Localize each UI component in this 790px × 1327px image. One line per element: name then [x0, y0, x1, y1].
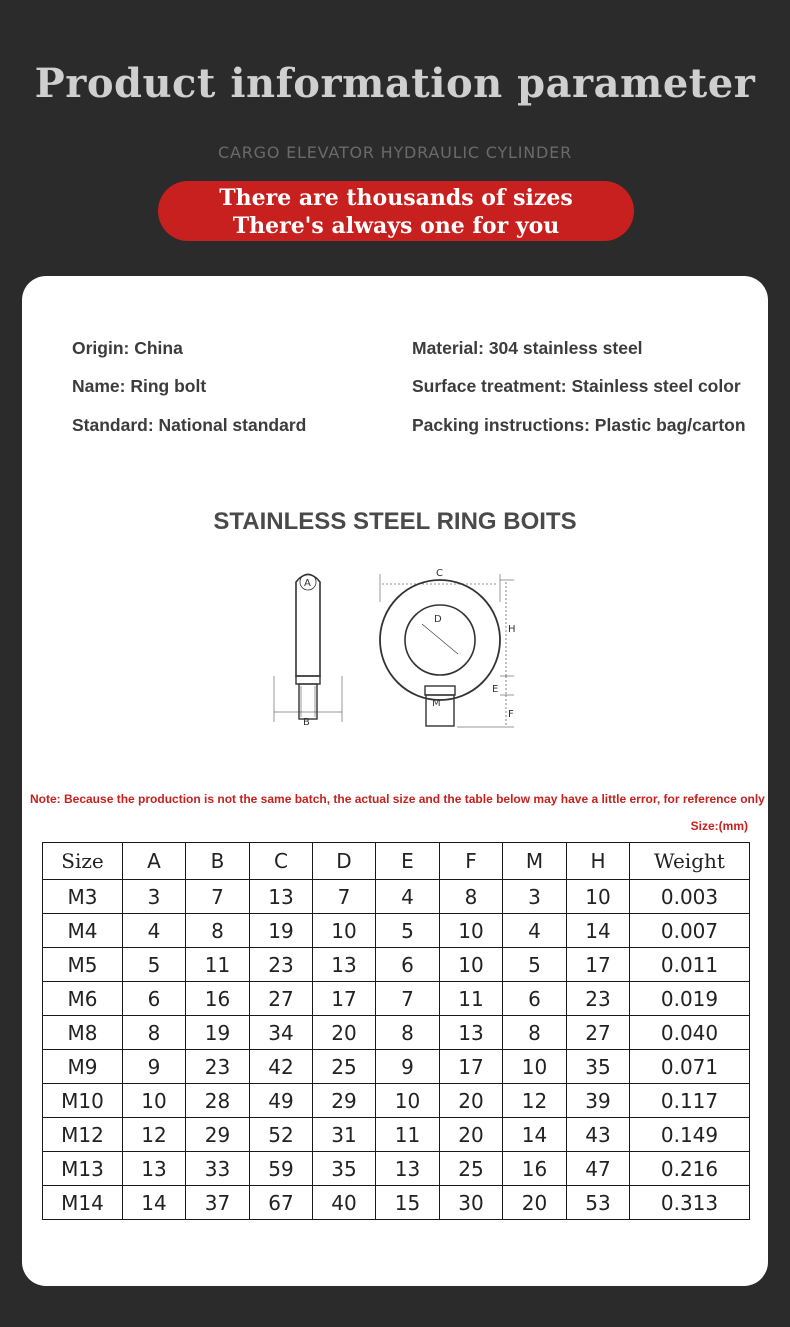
table-cell: 29 — [313, 1084, 376, 1118]
table-cell: 23 — [186, 1050, 250, 1084]
table-cell: 67 — [250, 1186, 313, 1220]
table-cell: 17 — [440, 1050, 503, 1084]
label-c: C — [436, 568, 443, 579]
disclaimer-note: Note: Because the production is not the same batch, the actual size and the table below may have a little error, for reference only — [30, 792, 765, 806]
diagram-title: STAINLESS STEEL RING BOITS — [213, 508, 577, 535]
table-cell: 33 — [186, 1152, 250, 1186]
table-cell: 14 — [503, 1118, 567, 1152]
table-cell: 7 — [376, 982, 440, 1016]
table-cell: 39 — [567, 1084, 630, 1118]
header-a: A — [123, 843, 186, 880]
table-cell: 10 — [313, 914, 376, 948]
table-cell: 20 — [313, 1016, 376, 1050]
table-cell: 12 — [123, 1118, 186, 1152]
side-view — [274, 574, 342, 728]
table-cell: 14 — [123, 1186, 186, 1220]
header-size: Size — [43, 843, 123, 880]
table-cell: 13 — [250, 880, 313, 914]
table-cell: M5 — [43, 948, 123, 982]
table-cell: 20 — [440, 1118, 503, 1152]
front-view — [380, 568, 516, 727]
table-cell: 8 — [186, 914, 250, 948]
info-name: Name: Ring bolt — [72, 376, 207, 396]
table-cell: 7 — [186, 880, 250, 914]
table-cell: 0.011 — [630, 948, 750, 982]
table-row — [43, 1186, 750, 1220]
table-cell: 10 — [123, 1084, 186, 1118]
page-title: Product information parameter — [34, 60, 756, 107]
table-row — [43, 948, 750, 982]
info-standard: Standard: National standard — [72, 415, 307, 435]
table-cell: 5 — [123, 948, 186, 982]
table-cell: 0.019 — [630, 982, 750, 1016]
header-b: B — [186, 843, 250, 880]
table-row — [43, 880, 750, 914]
table-cell: 11 — [440, 982, 503, 1016]
table-cell: 8 — [123, 1016, 186, 1050]
ring-bolt-diagram — [262, 562, 532, 752]
table-cell: 17 — [313, 982, 376, 1016]
header-m: M — [503, 843, 567, 880]
table-cell: 7 — [313, 880, 376, 914]
table-cell: 5 — [376, 914, 440, 948]
table-cell: M8 — [43, 1016, 123, 1050]
table-row — [43, 1016, 750, 1050]
table-cell: 4 — [123, 914, 186, 948]
table-cell: M6 — [43, 982, 123, 1016]
table-cell: 47 — [567, 1152, 630, 1186]
table-cell: M4 — [43, 914, 123, 948]
promo-banner — [158, 181, 634, 241]
header-d: D — [313, 843, 376, 880]
table-cell: 30 — [440, 1186, 503, 1220]
table-cell: 28 — [186, 1084, 250, 1118]
label-e: E — [492, 684, 499, 695]
info-packing: Packing instructions: Plastic bag/carton — [412, 415, 746, 435]
table-cell: 29 — [186, 1118, 250, 1152]
table-cell: 43 — [567, 1118, 630, 1152]
table-cell: 12 — [503, 1084, 567, 1118]
table-cell: 10 — [440, 948, 503, 982]
table-cell: 16 — [503, 1152, 567, 1186]
table-cell: 35 — [567, 1050, 630, 1084]
table-row — [43, 914, 750, 948]
header-c: C — [250, 843, 313, 880]
table-cell: 6 — [376, 948, 440, 982]
table-cell: M12 — [43, 1118, 123, 1152]
banner-line-1: There are thousands of sizes — [219, 185, 573, 211]
table-cell: 0.117 — [630, 1084, 750, 1118]
table-cell: 13 — [376, 1152, 440, 1186]
table-cell: 0.007 — [630, 914, 750, 948]
table-cell: M10 — [43, 1084, 123, 1118]
table-cell: 42 — [250, 1050, 313, 1084]
table-cell: 20 — [440, 1084, 503, 1118]
header-h: H — [567, 843, 630, 880]
table-body — [43, 880, 750, 1220]
table-cell: 15 — [376, 1186, 440, 1220]
table-cell: 59 — [250, 1152, 313, 1186]
table-cell: 16 — [186, 982, 250, 1016]
label-f: F — [508, 709, 514, 720]
table-cell: 9 — [123, 1050, 186, 1084]
table-cell: 11 — [376, 1118, 440, 1152]
table-cell: 8 — [503, 1016, 567, 1050]
table-cell: 23 — [567, 982, 630, 1016]
table-cell: 27 — [250, 982, 313, 1016]
table-cell: 8 — [376, 1016, 440, 1050]
table-cell: 34 — [250, 1016, 313, 1050]
table-cell: 37 — [186, 1186, 250, 1220]
table-cell: M9 — [43, 1050, 123, 1084]
table-cell: 3 — [123, 880, 186, 914]
info-material: Material: 304 stainless steel — [412, 338, 643, 358]
table-cell: 49 — [250, 1084, 313, 1118]
size-unit: Size:(mm) — [690, 819, 748, 833]
table-cell: 10 — [567, 880, 630, 914]
table-cell: 8 — [440, 880, 503, 914]
label-m: M — [432, 698, 441, 709]
table-cell: M3 — [43, 880, 123, 914]
table-cell: 6 — [503, 982, 567, 1016]
table-cell: 10 — [503, 1050, 567, 1084]
table-cell: 25 — [313, 1050, 376, 1084]
table-cell: 19 — [250, 914, 313, 948]
table-row — [43, 1050, 750, 1084]
header-f: F — [440, 843, 503, 880]
table-cell: 0.003 — [630, 880, 750, 914]
table-cell: 25 — [440, 1152, 503, 1186]
page-subtitle: CARGO ELEVATOR HYDRAULIC CYLINDER — [218, 143, 572, 162]
table-cell: 17 — [567, 948, 630, 982]
table-cell: 0.149 — [630, 1118, 750, 1152]
table-cell: 14 — [567, 914, 630, 948]
table-cell: 52 — [250, 1118, 313, 1152]
table-cell: 0.071 — [630, 1050, 750, 1084]
table-cell: M13 — [43, 1152, 123, 1186]
label-b: B — [303, 717, 310, 728]
table-cell: 11 — [186, 948, 250, 982]
table-cell: 13 — [313, 948, 376, 982]
table-row — [43, 982, 750, 1016]
table-cell: 9 — [376, 1050, 440, 1084]
table-cell: 3 — [503, 880, 567, 914]
table-cell: 53 — [567, 1186, 630, 1220]
table-cell: 35 — [313, 1152, 376, 1186]
table-row — [43, 1118, 750, 1152]
info-origin: Origin: China — [72, 338, 183, 358]
table-header-row — [43, 843, 750, 880]
label-h: H — [508, 624, 516, 635]
table-cell: 0.216 — [630, 1152, 750, 1186]
table-cell: 13 — [440, 1016, 503, 1050]
table-row — [43, 1084, 750, 1118]
product-card — [22, 276, 768, 1286]
table-row — [43, 1152, 750, 1186]
label-d: D — [434, 614, 442, 625]
table-cell: 0.040 — [630, 1016, 750, 1050]
table-cell: 5 — [503, 948, 567, 982]
table-cell: 4 — [376, 880, 440, 914]
table-cell: 4 — [503, 914, 567, 948]
table-cell: 13 — [123, 1152, 186, 1186]
header-weight: Weight — [630, 843, 750, 880]
table-cell: M14 — [43, 1186, 123, 1220]
size-table — [42, 842, 750, 1220]
banner-line-2: There's always one for you — [232, 213, 560, 239]
table-cell: 23 — [250, 948, 313, 982]
table-cell: 27 — [567, 1016, 630, 1050]
header-e: E — [376, 843, 440, 880]
label-a: A — [304, 578, 311, 589]
table-cell: 19 — [186, 1016, 250, 1050]
table-cell: 0.313 — [630, 1186, 750, 1220]
table-cell: 10 — [376, 1084, 440, 1118]
info-surface: Surface treatment: Stainless steel color — [412, 376, 741, 396]
table-cell: 6 — [123, 982, 186, 1016]
table-cell: 40 — [313, 1186, 376, 1220]
table-cell: 20 — [503, 1186, 567, 1220]
table-cell: 10 — [440, 914, 503, 948]
table-cell: 31 — [313, 1118, 376, 1152]
